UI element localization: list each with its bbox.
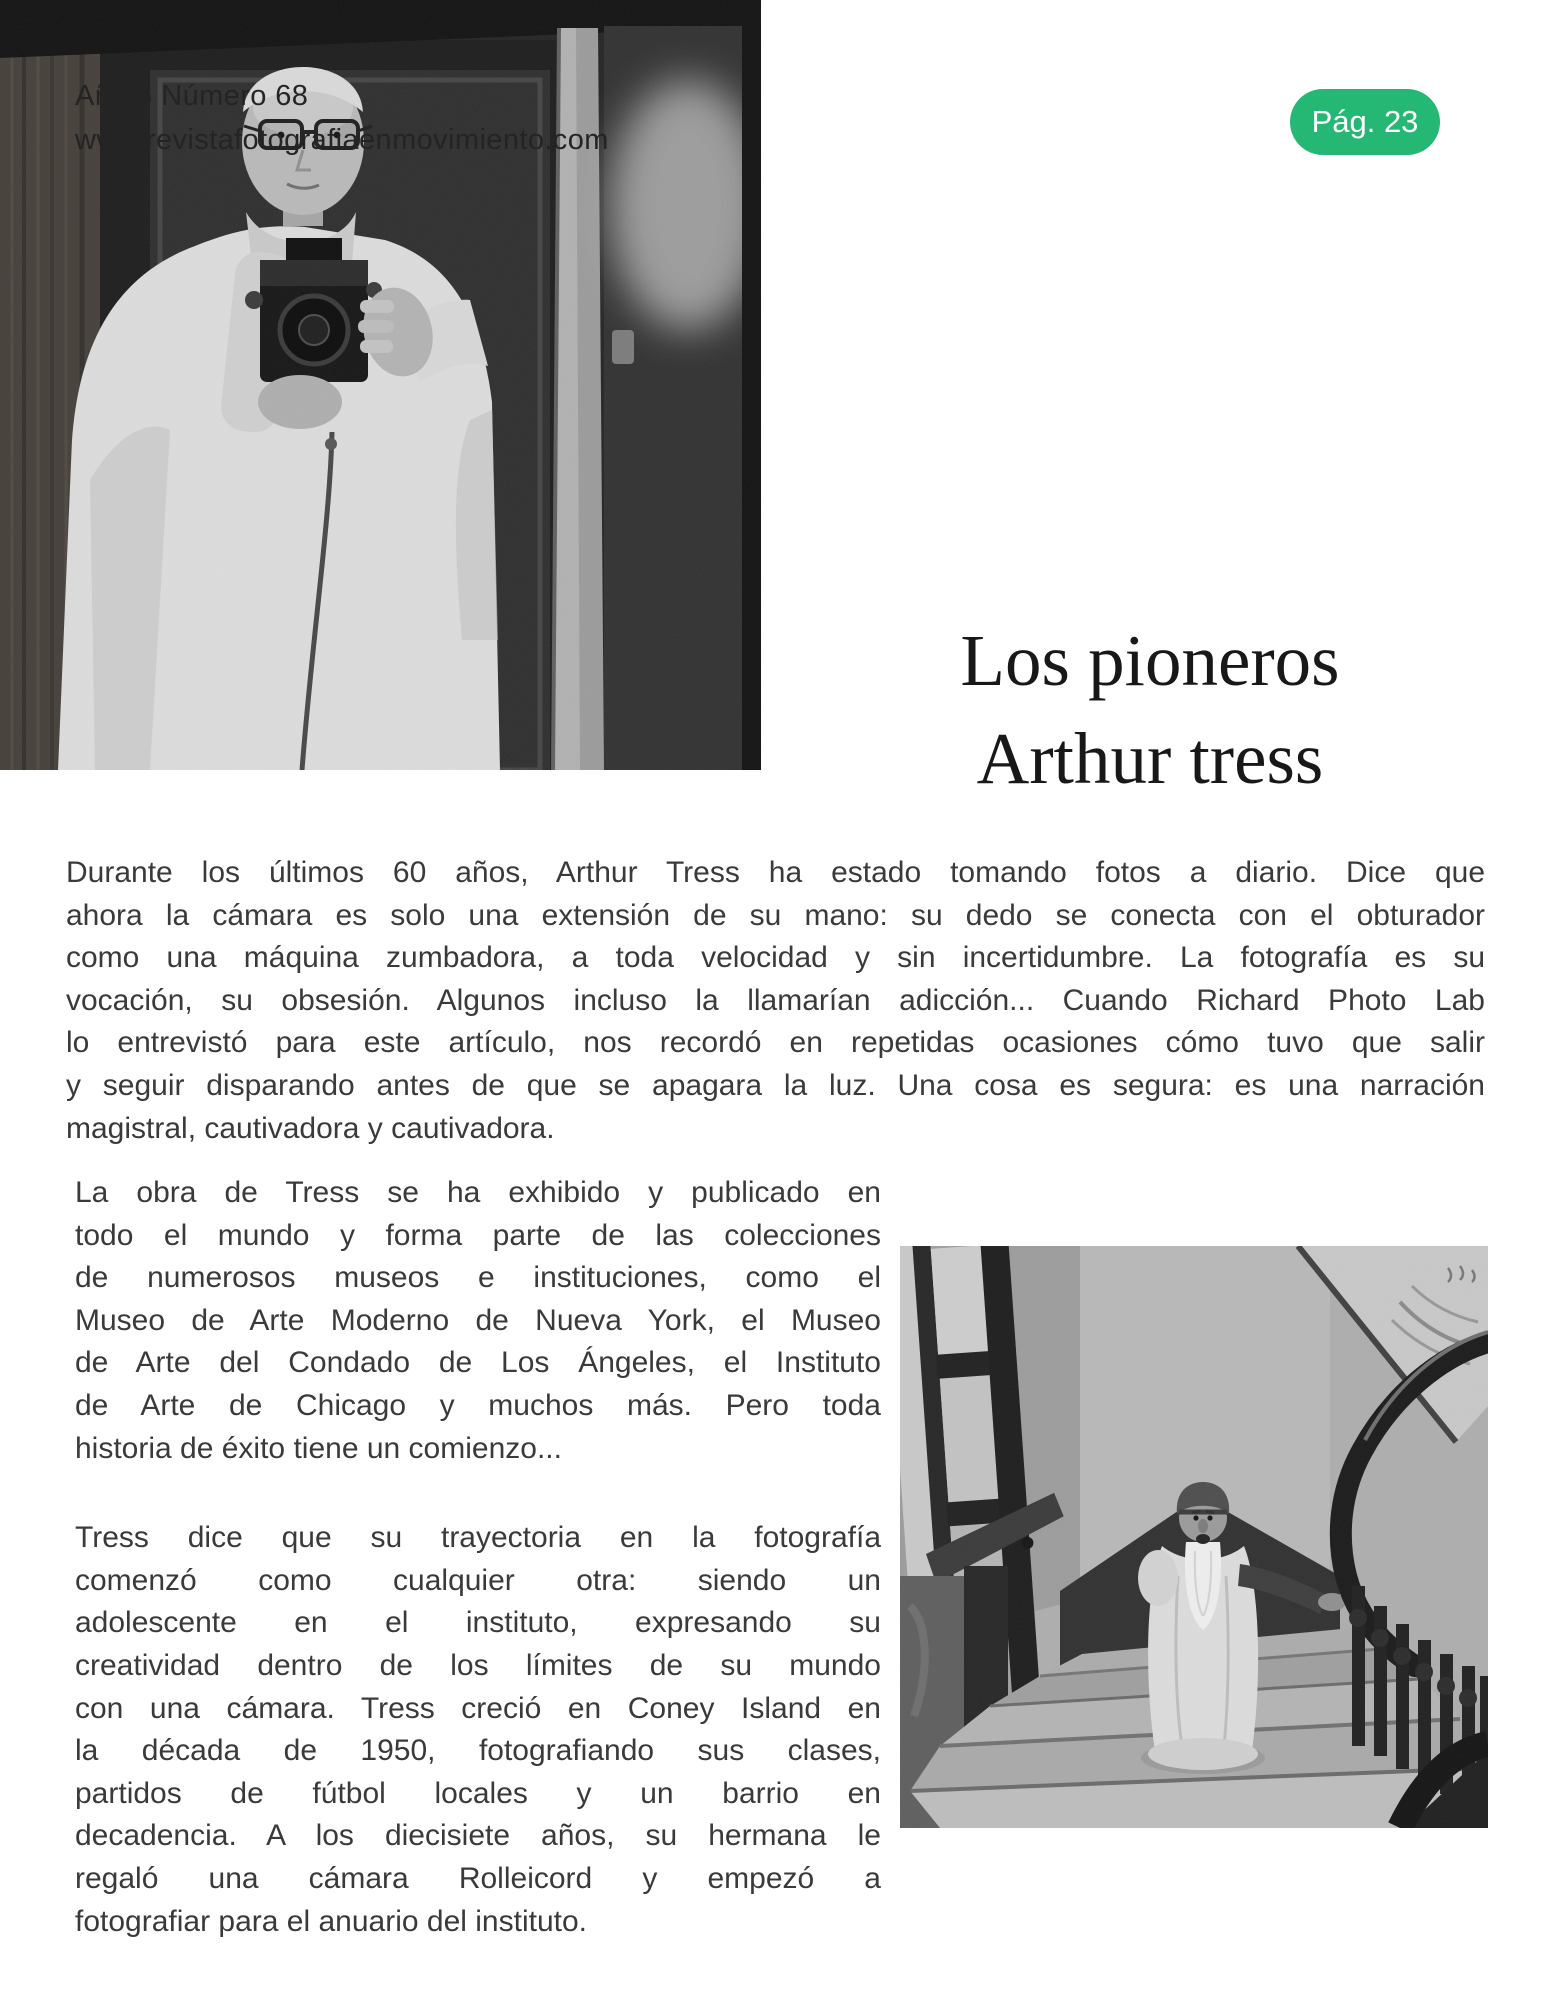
text-line: fotografiar para el anuario del instituto. (75, 1904, 587, 1938)
text-line: creatividad dentro de los límites de su mundo (75, 1648, 881, 1682)
text-line: lo entrevistó para este artículo, nos recordó en repetidas ocasiones cómo tuvo que salir (66, 1026, 1485, 1060)
text-line: magistral, cautivadora y cautivadora. (66, 1111, 555, 1145)
page-number-badge (1290, 89, 1440, 155)
staircase-photo-illustration (900, 1246, 1488, 1828)
text-line: partidos de fútbol locales y un barrio en (75, 1776, 881, 1810)
title-line-1: Los pioneros (960, 620, 1340, 701)
text-line: La obra de Tress se ha exhibido y publicado en (75, 1176, 881, 1209)
article-title (800, 612, 1500, 808)
text-line: con una cámara. Tress creció en Coney Island en (75, 1691, 881, 1725)
text-line: Tress dice que su trayectoria en la fotografía (75, 1521, 881, 1555)
intro-paragraph (66, 852, 1485, 1150)
page-number-label: Pág. 23 (1311, 104, 1419, 139)
column-paragraph-1 (75, 1172, 881, 1470)
text-line: regaló una cámara Rolleicord y empezó a (75, 1861, 881, 1895)
issue-info (75, 74, 609, 162)
text-line: de Arte de Chicago y muchos más. Pero toda (75, 1388, 881, 1422)
issue-number: Año 6 Número 68 (75, 80, 309, 112)
website-url: www.revistafotografiaenmovimiento.com (75, 124, 609, 156)
text-line: la década de 1950, fotografiando sus clases, (75, 1734, 881, 1768)
text-line: de Arte del Condado de Los Ángeles, el Instituto (75, 1346, 881, 1380)
text-line: Durante los últimos 60 años, Arthur Tress ha estado tomando fotos a diario. Dice que (66, 856, 1485, 889)
text-line: decadencia. A los diecisiete años, su hermana le (75, 1819, 881, 1853)
text-line: ahora la cámara es solo una extensión de su mano: su dedo se conecta con el obturador (66, 898, 1485, 932)
title-line-2: Arthur tress (976, 718, 1324, 799)
text-line: de numerosos museos e instituciones, como el (75, 1261, 881, 1295)
text-line: todo el mundo y forma parte de las colecciones (75, 1218, 881, 1252)
text-line: vocación, su obsesión. Algunos incluso la llamarían adicción... Cuando Richard Photo Lab (66, 983, 1485, 1017)
text-line: Museo de Arte Moderno de Nueva York, el Museo (75, 1303, 881, 1337)
text-line: comenzó como cualquier otra: siendo un (75, 1563, 881, 1597)
text-line: historia de éxito tiene un comienzo... (75, 1431, 562, 1465)
column-paragraph-2 (75, 1517, 881, 1943)
text-line: y seguir disparando antes de que se apagara la luz. Una cosa es segura: es una narración (66, 1068, 1485, 1102)
staircase-photo (900, 1246, 1488, 1828)
text-line: como una máquina zumbadora, a toda velocidad y sin incertidumbre. La fotografía es su (66, 941, 1485, 975)
left-column (75, 1172, 881, 1943)
text-line: adolescente en el instituto, expresando su (75, 1606, 881, 1640)
